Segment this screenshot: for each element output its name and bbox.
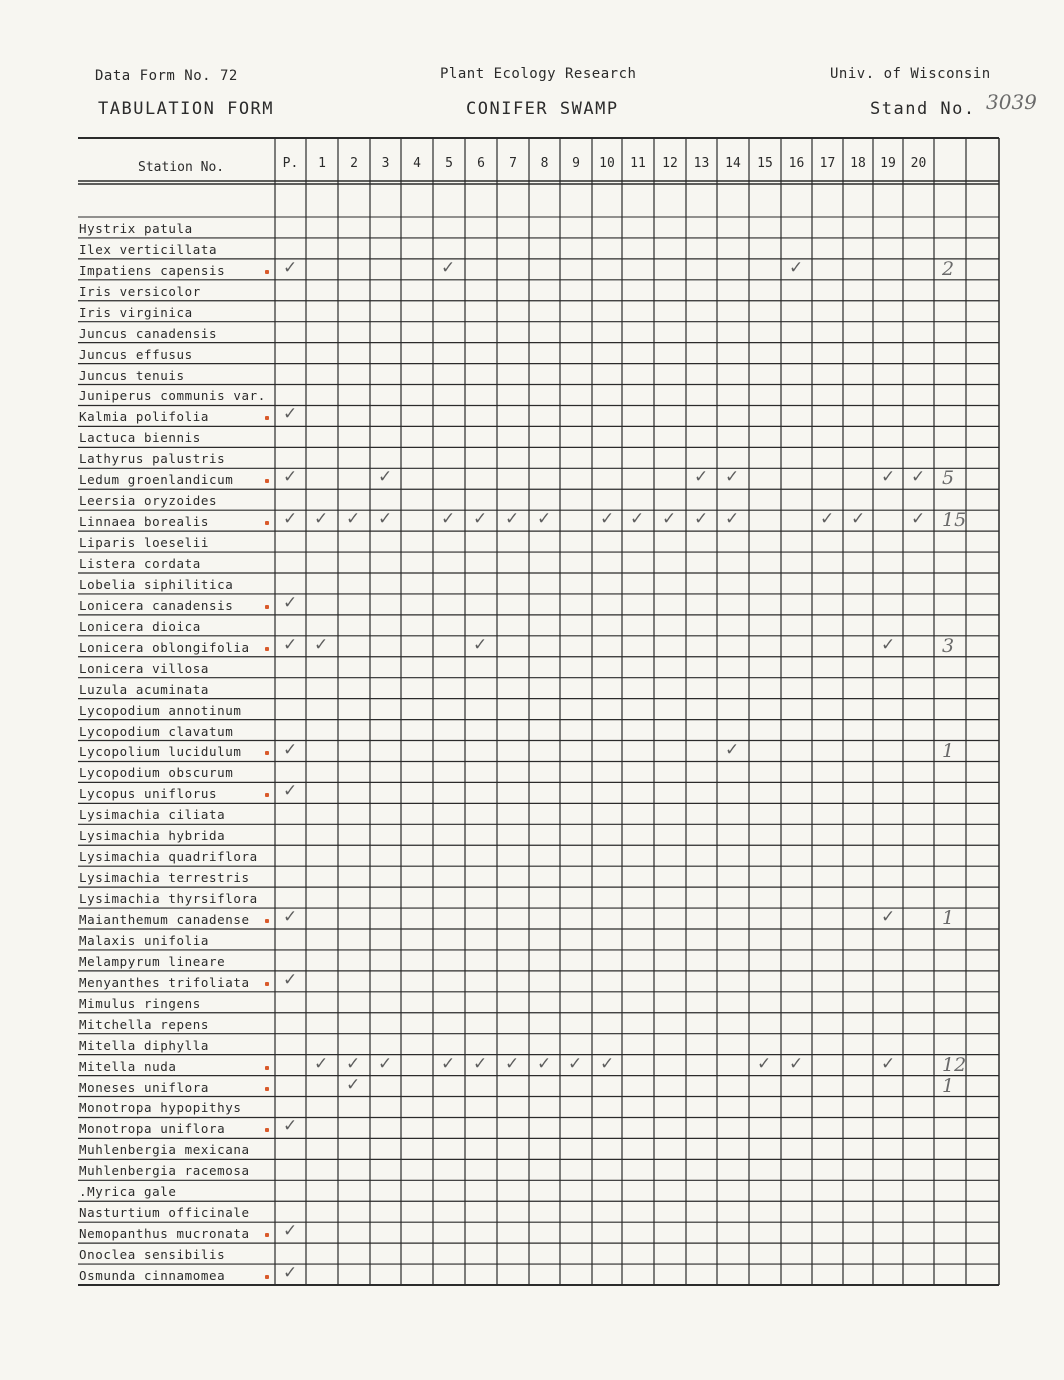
check-mark-icon: ✓ (568, 1053, 583, 1074)
species-name: Lysimachia thyrsiflora (79, 891, 258, 907)
species-name: Lysimachia ciliata (79, 807, 226, 823)
species-name: Linnaea borealis (79, 514, 210, 530)
species-name: Lobelia siphilitica (79, 576, 234, 592)
column-header: 2 (350, 156, 358, 171)
row-total: 2 (942, 257, 955, 280)
red-tick-mark (265, 1275, 269, 1279)
university: Univ. of Wisconsin (830, 66, 991, 82)
species-name: Kalmia polifolia (79, 409, 210, 425)
check-mark-icon: ✓ (820, 509, 835, 530)
check-mark-icon: ✓ (694, 467, 709, 488)
check-mark-icon: ✓ (789, 1053, 804, 1074)
species-name: Lycopodium clavatum (79, 723, 234, 739)
species-name: Mitella nuda (79, 1058, 177, 1074)
species-name: Iris versicolor (79, 283, 201, 299)
column-header: 18 (850, 156, 866, 171)
check-mark-icon: ✓ (283, 739, 298, 760)
red-tick-mark (265, 1087, 269, 1091)
species-name: Lathyrus palustris (79, 451, 226, 467)
species-name: Menyanthes trifoliata (79, 974, 250, 990)
column-header: 12 (662, 156, 678, 171)
row-total: 1 (942, 1074, 955, 1097)
check-mark-icon: ✓ (314, 634, 329, 655)
species-name: Osmunda cinnamomea (79, 1268, 226, 1283)
check-mark-icon: ✓ (600, 1053, 615, 1074)
column-header: 10 (599, 156, 615, 171)
check-mark-icon: ✓ (283, 404, 298, 425)
check-mark-icon: ✓ (346, 1074, 361, 1095)
species-name: Muhlenbergia mexicana (79, 1142, 250, 1158)
column-header: 8 (540, 156, 549, 171)
red-tick-mark (265, 647, 269, 651)
check-mark-icon: ✓ (911, 467, 926, 488)
check-mark-icon: ✓ (473, 634, 488, 655)
red-tick-mark (265, 416, 269, 420)
species-name: Lycopodium annotinum (79, 702, 242, 718)
column-header: 4 (413, 156, 421, 171)
red-tick-mark (265, 479, 269, 483)
column-header: 6 (477, 156, 485, 171)
stand-number: 3039 (986, 90, 1037, 114)
check-mark-icon: ✓ (505, 509, 520, 530)
species-name: Luzula acuminata (79, 681, 210, 697)
check-mark-icon: ✓ (881, 1053, 896, 1074)
check-mark-icon: ✓ (725, 509, 740, 530)
organization: Plant Ecology Research (440, 66, 637, 82)
check-mark-icon: ✓ (473, 1053, 488, 1074)
check-mark-icon: ✓ (283, 969, 298, 990)
species-name: Hystrix patula (79, 220, 193, 236)
check-mark-icon: ✓ (314, 509, 329, 530)
species-name: Iris virginica (79, 304, 193, 320)
species-name: Moneses uniflora (79, 1079, 210, 1095)
species-name: Mitella diphylla (79, 1037, 210, 1053)
species-name: Malaxis unifolia (79, 932, 210, 948)
species-name: Melampyrum lineare (79, 953, 226, 969)
column-header: 19 (880, 156, 896, 171)
red-tick-mark (265, 982, 269, 986)
check-mark-icon: ✓ (851, 509, 866, 530)
species-name: Lysimachia quadriflora (79, 849, 258, 865)
species-name: Nemopanthus mucronata (79, 1226, 250, 1242)
check-mark-icon: ✓ (378, 1053, 393, 1074)
species-name: Nasturtium officinale (79, 1205, 250, 1221)
check-mark-icon: ✓ (441, 509, 456, 530)
column-header: P. (282, 156, 299, 171)
column-header: 1 (318, 156, 326, 171)
species-name: Lycopus uniflorus (79, 786, 218, 802)
species-name: Lysimachia hybrida (79, 828, 226, 844)
species-name: Muhlenbergia racemosa (79, 1163, 250, 1179)
check-mark-icon: ✓ (283, 509, 298, 530)
check-mark-icon: ✓ (314, 1053, 329, 1074)
red-tick-mark (265, 605, 269, 609)
species-name: Juniperus communis var. (79, 388, 266, 404)
red-tick-mark (265, 1128, 269, 1132)
species-name: Leersia oryzoides (79, 493, 218, 509)
community-title: CONIFER SWAMP (466, 99, 619, 119)
species-name: Maianthemum canadense (79, 912, 250, 927)
check-mark-icon: ✓ (346, 509, 361, 530)
check-mark-icon: ✓ (441, 1053, 456, 1074)
check-mark-icon: ✓ (283, 634, 298, 655)
check-mark-icon: ✓ (789, 257, 804, 278)
species-name: Lycopolium lucidulum (79, 744, 242, 760)
column-header: 5 (445, 156, 453, 171)
red-tick-mark (265, 793, 269, 797)
species-name: Listera cordata (79, 556, 201, 571)
column-header: 3 (381, 156, 390, 171)
species-name: Juncus effusus (79, 346, 193, 362)
check-mark-icon: ✓ (725, 467, 740, 488)
station-label: Station No. (138, 160, 225, 175)
species-name: Lonicera dioica (79, 618, 201, 634)
form-title: TABULATION FORM (98, 99, 275, 119)
row-total: 3 (942, 634, 955, 657)
red-tick-mark (265, 919, 269, 923)
check-mark-icon: ✓ (881, 907, 896, 928)
species-name: Onoclea sensibilis (79, 1247, 226, 1263)
check-mark-icon: ✓ (283, 907, 298, 928)
column-header: 7 (509, 156, 517, 171)
check-mark-icon: ✓ (378, 467, 393, 488)
red-tick-mark (265, 751, 269, 755)
species-name: Lysimachia terrestris (79, 870, 250, 886)
species-name: Monotropa uniflora (79, 1121, 226, 1137)
row-total: 1 (942, 907, 955, 930)
check-mark-icon: ✓ (283, 781, 298, 802)
check-mark-icon: ✓ (757, 1053, 772, 1074)
species-name: Lactuca biennis (79, 430, 201, 446)
check-mark-icon: ✓ (441, 257, 456, 278)
check-mark-icon: ✓ (725, 739, 740, 760)
stand-label: Stand No. (870, 99, 976, 119)
species-name: Lonicera oblongifolia (79, 639, 250, 655)
check-mark-icon: ✓ (881, 634, 896, 655)
check-mark-icon: ✓ (473, 509, 488, 530)
species-name: .Myrica gale (79, 1184, 177, 1200)
check-mark-icon: ✓ (283, 1221, 298, 1242)
check-mark-icon: ✓ (283, 592, 298, 613)
check-mark-icon: ✓ (283, 257, 298, 278)
check-mark-icon: ✓ (283, 467, 298, 488)
column-header: 11 (630, 156, 646, 171)
species-name: Juncus canadensis (79, 325, 218, 341)
check-mark-icon: ✓ (600, 509, 615, 530)
red-tick-mark (265, 521, 269, 525)
check-mark-icon: ✓ (630, 509, 645, 530)
column-header: 20 (910, 156, 927, 171)
form-number: Data Form No. 72 (95, 68, 238, 84)
column-header: 13 (693, 156, 710, 171)
row-total: 5 (942, 467, 955, 490)
check-mark-icon: ✓ (283, 1263, 298, 1284)
check-mark-icon: ✓ (537, 1053, 552, 1074)
check-mark-icon: ✓ (662, 509, 677, 530)
species-name: Ledum groenlandicum (79, 472, 234, 488)
species-name: Monotropa hypopithys (79, 1100, 242, 1116)
red-tick-mark (265, 1066, 269, 1070)
species-name: Impatiens capensis (79, 262, 226, 278)
check-mark-icon: ✓ (537, 509, 552, 530)
species-name: Mitchella repens (79, 1016, 210, 1032)
row-total: 1 (942, 739, 955, 762)
red-tick-mark (265, 1233, 269, 1237)
species-name: Liparis loeselii (79, 535, 210, 551)
check-mark-icon: ✓ (505, 1053, 520, 1074)
column-header: 17 (819, 156, 836, 171)
species-name: Ilex verticillata (79, 241, 218, 257)
row-total: 12 (942, 1053, 967, 1076)
check-mark-icon: ✓ (283, 1116, 298, 1137)
check-mark-icon: ✓ (378, 509, 393, 530)
species-name: Lycopodium obscurum (79, 765, 234, 781)
column-header: 14 (725, 156, 741, 171)
red-tick-mark (265, 270, 269, 274)
check-mark-icon: ✓ (881, 467, 896, 488)
check-mark-icon: ✓ (911, 509, 926, 530)
check-mark-icon: ✓ (346, 1053, 361, 1074)
column-header: 16 (788, 156, 805, 171)
row-total: 15 (942, 509, 967, 532)
species-name: Lonicera villosa (79, 660, 210, 676)
species-name: Mimulus ringens (79, 995, 201, 1011)
species-name: Juncus tenuis (79, 367, 185, 383)
column-header: 15 (757, 156, 773, 171)
species-name: Lonicera canadensis (79, 597, 234, 613)
column-header: 9 (572, 156, 580, 171)
check-mark-icon: ✓ (694, 509, 709, 530)
